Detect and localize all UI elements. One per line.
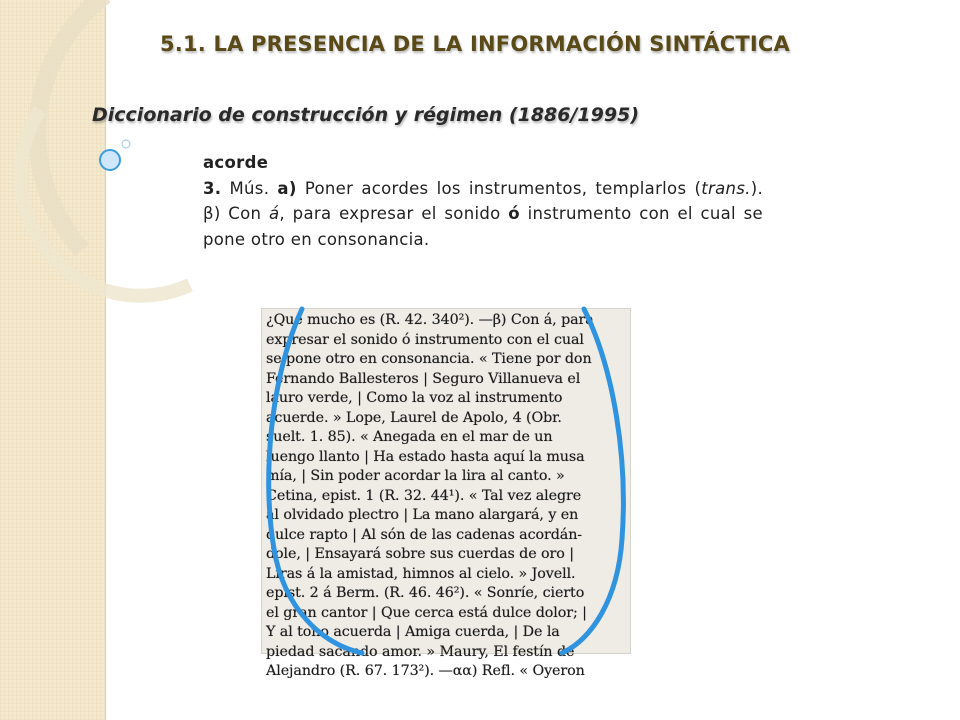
scan-line: al olvidado plectro | La mano alargará, y en — [266, 507, 579, 523]
entry-abbreviation: trans. — [701, 178, 751, 198]
scan-line: Fernando Ballesteros | Seguro Villanueva el — [266, 370, 581, 387]
entry-conjunction: ó — [508, 204, 520, 224]
scan-line: piedad sacando amor. » Maury, El festín de — [266, 643, 575, 660]
scan-line: mía, | Sin poder acordar la lira al canto. » — [266, 468, 565, 484]
dictionary-scan-image — [261, 308, 631, 679]
entry-preposition: á — [268, 204, 280, 224]
scan-line: ¿Qué mucho es (R. 42. 340²). —β) Con á, para — [266, 312, 594, 328]
highlight-circle-marks — [262, 309, 630, 653]
scan-line: acuerde. » Lope, Laurel de Apolo, 4 (Obr. — [266, 409, 562, 426]
entry-sense-number: 3. — [203, 178, 222, 198]
dictionary-entry — [203, 150, 763, 252]
entry-text: ). β) Con — [203, 178, 763, 224]
entry-subsense-a: a) — [277, 178, 297, 198]
scan-line: Y al tono acuerda | Amiga cuerda, | De la — [266, 624, 560, 640]
entry-text: Mús. — [221, 178, 278, 198]
slide-title: 5.1. LA PRESENCIA DE LA INFORMACIÓN SINTÁCTICA — [160, 32, 790, 56]
entry-text: instrumento con el cual se pone otro en consonancia. — [203, 204, 763, 249]
entry-text: Poner acordes los instrumentos, templarlos ( — [296, 178, 702, 198]
scan-line: expresar el sonido ó instrumento con el cual — [266, 331, 584, 348]
scan-line: Cetina, epist. 1 (R. 32. 44¹). « Tal vez alegre — [266, 487, 582, 504]
entry-text: , para expresar el sonido — [279, 204, 509, 224]
scan-line: se pone otro en consonancia. « Tiene por don — [266, 351, 592, 367]
scan-line: dole, | Ensayará sobre sus cuerdas de oro | — [266, 546, 574, 562]
highlight-arc-right — [562, 309, 623, 653]
entry-definition — [203, 176, 763, 253]
scan-line: suelt. 1. 85). « Anegada en el mar de un — [266, 429, 553, 445]
scan-line: el gran cantor | Que cerca está dulce dolor; | — [266, 604, 587, 621]
scan-line: Alejandro (R. 67. 173²). —αα) Refl. « Oyeron — [266, 663, 585, 679]
scan-line: lauro verde, | Como la voz al instrumento — [266, 390, 563, 406]
decorative-left-band — [0, 0, 106, 720]
highlight-arc-left — [269, 309, 362, 653]
entry-headword: acorde — [203, 153, 269, 172]
slide-subtitle: Diccionario de construcción y régimen (1886/1995) — [92, 104, 640, 126]
scan-line: Liras á la amistad, himnos al cielo. » Jovell. — [266, 565, 576, 582]
decorative-bubble-small — [122, 140, 130, 148]
scan-line: dulce rapto | Al són de las cadenas acordán- — [266, 526, 583, 543]
scan-line: luengo llanto | Ha estado hasta aquí la musa — [266, 448, 585, 465]
scan-line: epist. 2 á Berm. (R. 46. 46²). « Sonríe, cierto — [266, 585, 585, 601]
